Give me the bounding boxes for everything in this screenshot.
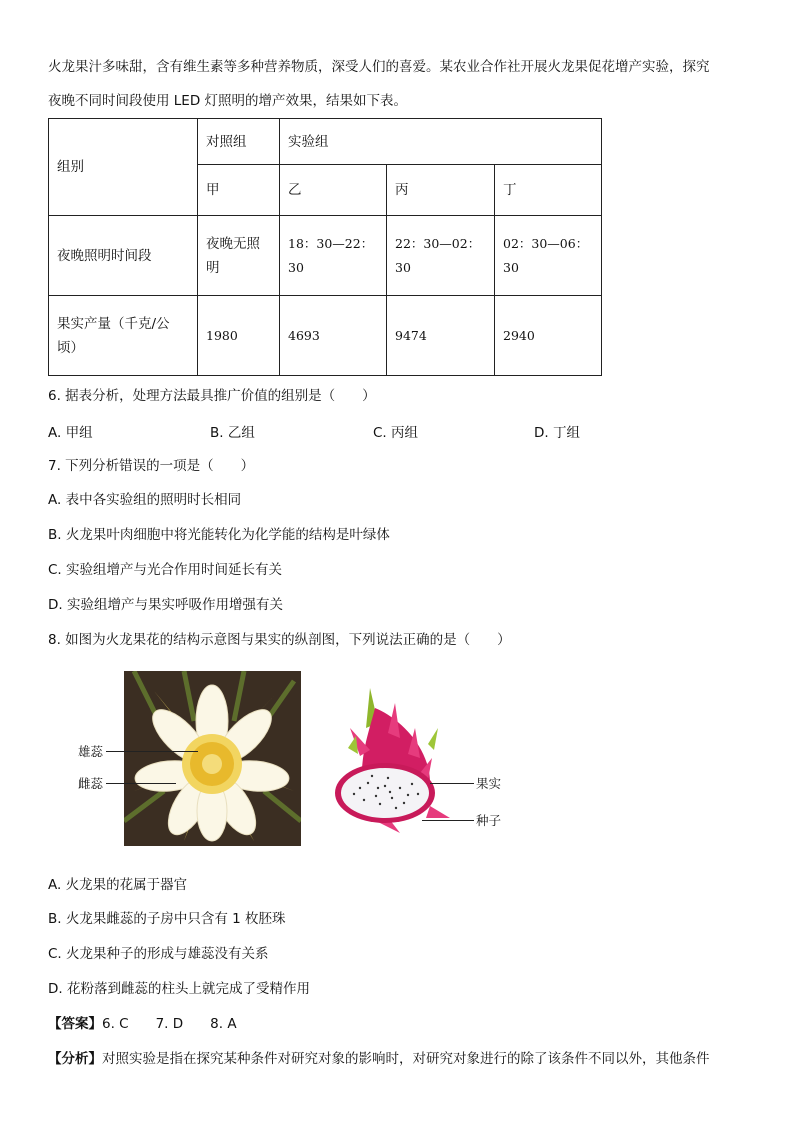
intro-line-1: 火龙果汁多味甜，含有维生素等多种营养物质，深受人们的喜爱。某农业合作社开展火龙果促花增产实验，探究 (48, 59, 710, 75)
q7-option-b[interactable]: B. 火龙果叶肉细胞中将光能转化为化学能的结构是叶绿体 (48, 527, 390, 543)
analysis-line (48, 1049, 710, 1069)
experiment-header-cell: 实验组 (280, 119, 602, 165)
fruit-photo (330, 688, 460, 840)
group-label-cell: 组别 (49, 119, 198, 216)
fruit-illustration (330, 688, 460, 840)
time-cell-yi: 18：30—22： 30 (280, 216, 387, 296)
flower-photo (124, 671, 301, 846)
seed-leader-line (422, 820, 474, 821)
intro-line-2: 夜晚不同时间段使用 LED 灯照明的增产效果，结果如下表。 (48, 93, 408, 109)
q6-option-c[interactable]: C. 丙组 (373, 425, 419, 441)
group-cell-bing: 丙 (387, 165, 495, 216)
group-cell-ding: 丁 (495, 165, 602, 216)
q7-option-c[interactable]: C. 实验组增产与光合作用时间延长有关 (48, 562, 283, 578)
time-label-cell: 夜晚照明时间段 (49, 216, 198, 296)
q6-stem: 6. 据表分析，处理方法最具推广价值的组别是（ ） (48, 388, 376, 404)
control-header-cell: 对照组 (198, 119, 280, 165)
q7-option-a[interactable]: A. 表中各实验组的照明时长相同 (48, 492, 242, 508)
label-stamen: 雄蕊 (78, 744, 104, 759)
analysis-tag: 【分析】 (48, 1051, 102, 1067)
answer-line (48, 1014, 237, 1034)
yield-label-cell: 果实产量（千克/公 顷） (49, 296, 198, 376)
answer-text: 6. C 7. D 8. A (102, 1016, 237, 1032)
analysis-text: 对照实验是指在探究某种条件对研究对象的影响时，对研究对象进行的除了该条件不同以外，其他条件 (102, 1051, 710, 1067)
q6-option-a[interactable]: A. 甲组 (48, 425, 93, 441)
q6-option-b[interactable]: B. 乙组 (210, 425, 255, 441)
answer-tag: 【答案】 (48, 1016, 102, 1032)
label-seed: 种子 (476, 813, 502, 828)
q6-option-d[interactable]: D. 丁组 (534, 425, 580, 441)
flower-illustration (124, 671, 301, 846)
label-fruit: 果实 (476, 776, 502, 791)
q7-option-d[interactable]: D. 实验组增产与果实呼吸作用增强有关 (48, 597, 283, 613)
fruit-leader-line (430, 783, 474, 784)
stamen-leader-line (106, 751, 198, 752)
yield-cell-jia: 1980 (198, 296, 280, 376)
q8-option-b[interactable]: B. 火龙果雌蕊的子房中只含有 1 枚胚珠 (48, 911, 286, 927)
q8-stem: 8. 如图为火龙果花的结构示意图与果实的纵剖图，下列说法正确的是（ ） (48, 632, 511, 648)
time-cell-ding: 02：30—06： 30 (495, 216, 602, 296)
yield-cell-yi: 4693 (280, 296, 387, 376)
yield-cell-bing: 9474 (387, 296, 495, 376)
label-pistil: 雌蕊 (78, 776, 104, 791)
pistil-leader-line (106, 783, 176, 784)
time-cell-bing: 22：30—02： 30 (387, 216, 495, 296)
q8-option-c[interactable]: C. 火龙果种子的形成与雄蕊没有关系 (48, 946, 269, 962)
group-cell-yi: 乙 (280, 165, 387, 216)
q7-stem: 7. 下列分析错误的一项是（ ） (48, 458, 255, 474)
yield-cell-ding: 2940 (495, 296, 602, 376)
q8-option-d[interactable]: D. 花粉落到雌蕊的柱头上就完成了受精作用 (48, 981, 310, 997)
result-table (48, 118, 602, 376)
time-cell-jia: 夜晚无照 明 (198, 216, 280, 296)
group-cell-jia: 甲 (198, 165, 280, 216)
q8-option-a[interactable]: A. 火龙果的花属于器官 (48, 877, 188, 893)
q6-options (48, 421, 748, 441)
